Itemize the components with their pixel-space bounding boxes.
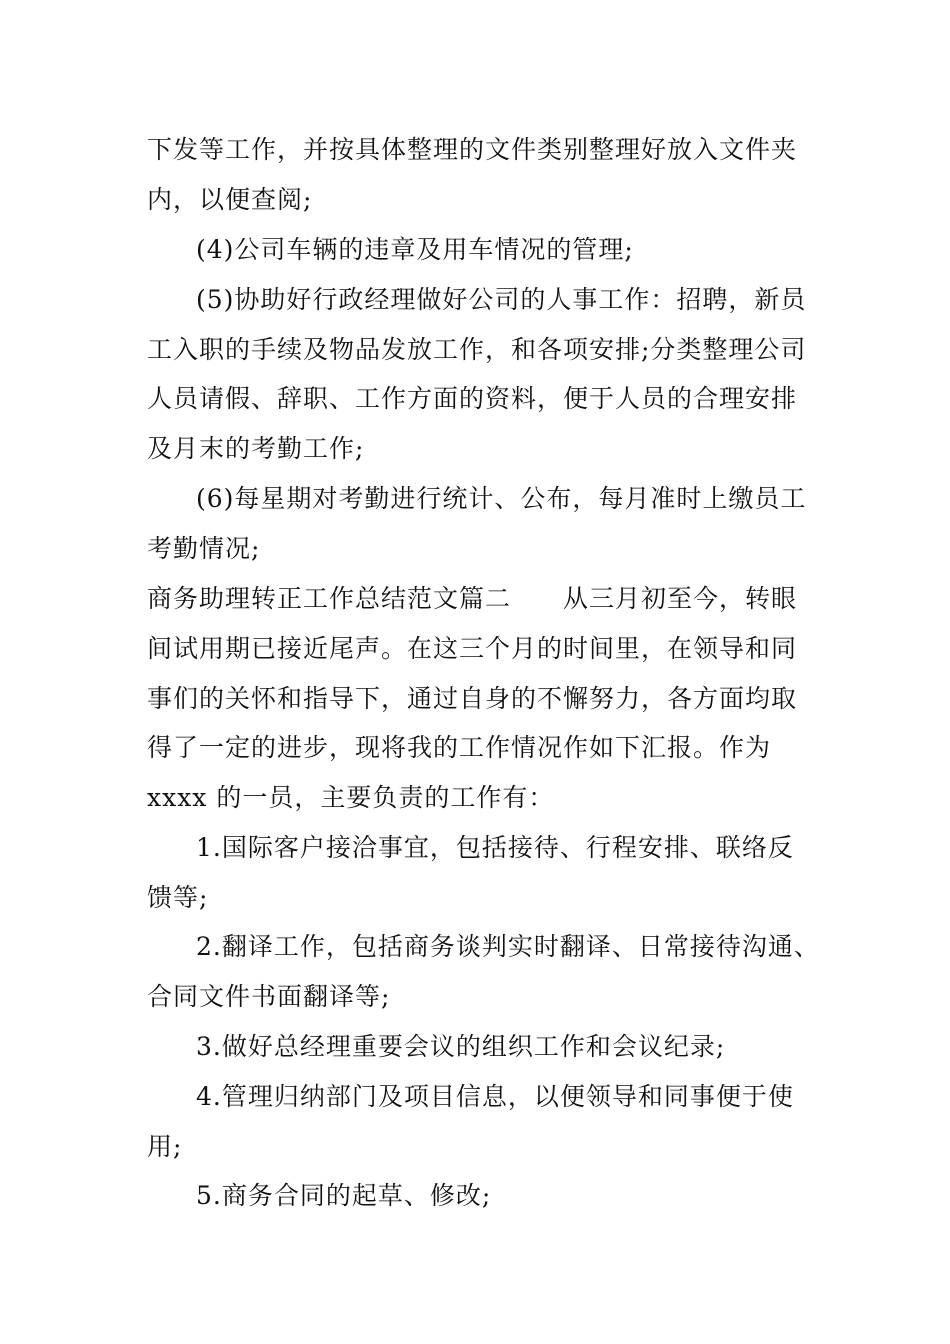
text-line: 考勤情况; (147, 534, 261, 563)
text-line: 人员请假、辞职、工作方面的资料，便于人员的合理安排 (147, 384, 798, 413)
text-line: (6)每星期对考勤进行统计、公布，每月准时上缴员工 (196, 484, 807, 513)
text-line: 得了一定的进步，现将我的工作情况作如下汇报。作为 (147, 733, 772, 762)
text-line: (4)公司车辆的违章及用车情况的管理; (196, 235, 634, 264)
text-line: 用; (147, 1132, 183, 1161)
text-line: 1.国际客户接洽事宜，包括接待、行程安排、联络反 (196, 833, 794, 862)
text-line: 工入职的手续及物品发放工作，和各项安排;分类整理公司 (147, 335, 807, 364)
text-line: 商务助理转正工作总结范文篇二 从三月初至今，转眼 (147, 584, 798, 613)
text-line: 5.商务合同的起草、修改; (196, 1181, 492, 1210)
text-line: xxxx 的一员，主要负责的工作有： (147, 783, 555, 812)
text-line: 馈等; (147, 883, 209, 912)
text-line: 事们的关怀和指导下，通过自身的不懈努力，各方面均取 (147, 684, 798, 713)
text-line: 合同文件书面翻译等; (147, 982, 391, 1011)
text-line: (5)协助好行政经理做好公司的人事工作：招聘，新员 (196, 285, 807, 314)
text-line: 下发等工作，并按具体整理的文件类别整理好放入文件夹 (147, 135, 798, 164)
text-line: 内，以便查阅; (147, 185, 313, 214)
text-line: 间试用期已接近尾声。在这三个月的时间里，在领导和同 (147, 634, 798, 663)
text-line: 4.管理归纳部门及项目信息，以便领导和同事便于使 (196, 1082, 794, 1111)
text-line: 2.翻译工作，包括商务谈判实时翻译、日常接待沟通、 (196, 932, 820, 961)
text-line: 3.做好总经理重要会议的组织工作和会议纪录; (196, 1032, 726, 1061)
text-line: 及月末的考勤工作; (147, 434, 365, 463)
